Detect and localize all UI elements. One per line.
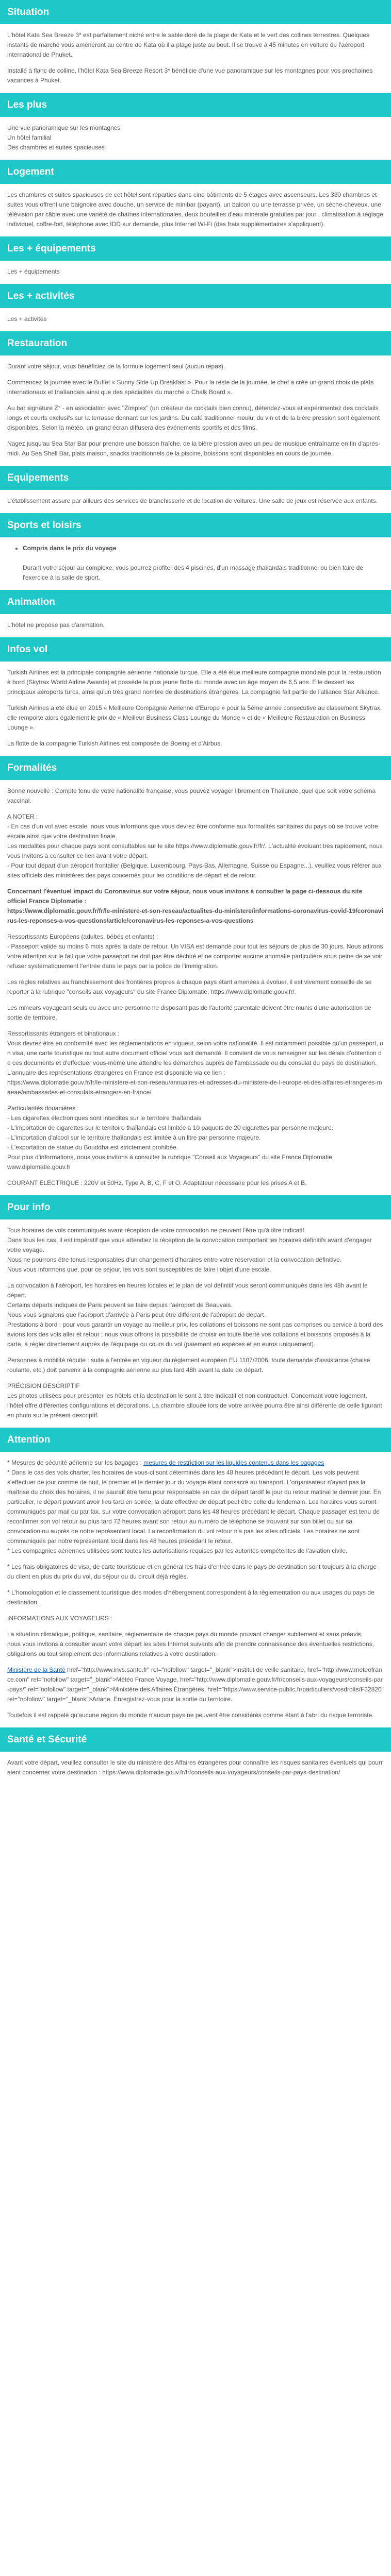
attention-text-2: * Les frais obligatoires de visa, de carte touristique et en général les frais d'entrée dans le pays de destination sont toujours à la charge du client en plus du prix du vol, du séjour ou du circuit déjà réglés. <box>7 1563 377 1580</box>
plus-activites-text: Les + activités <box>7 315 47 323</box>
formalites-text-2: A NOTER : - En cas d'un vol avec escale, nous vous informons que vous devrez être conforme aux formalités sanitaires du pays où se trouve votre escale ainsi que votre destination finale. Les modalités pour chaque pays sont consultables sur le site https://www.diplomatie.gouv.fr/fr/. L'actualité évoluant très rapidement, nous vous invitons à consulter ce lien avant votre départ. - Pour tout départ d'un aéroport frontalier (Belgique, Luxembourg, Pays-Bas, Allemagne, Suisse ou Espagne...), veuillez vous référer aux sites officiels des ministères des pays concernés pour les conditions de départ et de retour. <box>7 813 383 879</box>
section-equipements <box>0 496 391 506</box>
sports-list <box>7 544 384 583</box>
formalites-text-8: Particularités douanières : - Les cigarettes électroniques sont interdites sur le territoire thaïlandais - L'importation de cigarettes sur le territoire thaïlandais est limitée à 10 paquets de 20 cigarettes par personne majeure. - L'importation d'alcool sur le territoire thaïlandais est limitée à un litre par personne majeure. - L'exportation de statue du Bouddha est strictement prohibée. Pour plus d'informations, nous vous invitons à consulter la rubrique "Conseil aux Voyageurs" du site France Diplomatie www.diplomatie.gouv.fr <box>7 1105 333 1171</box>
section-logement <box>0 190 391 229</box>
section-title-situation: Situation <box>0 0 391 24</box>
section-title-pour-info: Pour info <box>0 1195 391 1219</box>
infos-vol-text-3: La flotte de la compagnie Turkish Airlines est composée de Boeing et d'Airbus. <box>7 740 222 747</box>
section-title-attention: Attention <box>0 1428 391 1452</box>
section-title-les-plus: Les plus <box>0 93 391 117</box>
sports-list-item <box>23 544 384 583</box>
section-title-plus-equipements: Les + équipements <box>0 236 391 261</box>
section-infos-vol <box>0 668 391 749</box>
sports-item-text: Durant votre séjour au complexe, vous pourrez profiter des 4 piscines, d'un massage thaïlandais traditionnel ou bien faire de l'exercice à la salle de sport. <box>23 564 363 581</box>
section-sante <box>0 1758 391 1777</box>
formalites-text-5: Les règles relatives au franchissement des frontières propres à chaque pays étant amenées à évoluer, il est vivement conseillé de se reporter à la rubrique "conseils aux voyageurs" du site France Diplomatie, https://www.diplomatie.gouv.fr/. <box>7 978 372 995</box>
pour-info-text-4: PRÉCISION DESCRIPTIF Les photos utilisées pour présenter les hôtels et la destination le sont à titre indicatif et non contractuel. Concernant votre logement, l'hôtel offre différentes configurations et décorations. La chambre allouée lors de votre arrivée pourra être ainsi différente de celle figurant en photo sur le présent descriptif. <box>7 1382 382 1419</box>
section-title-infos-vol: Infos vol <box>0 637 391 662</box>
plus-item: Un hôtel familial <box>7 134 52 141</box>
section-plus-equipements <box>0 267 391 277</box>
attention-text-1: * Dans le cas des vols charter, les horaires de vous-ci sont déterminés dans les 48 heures précédant le départ. Les vols peuvent s'effectuer de jour comme de nuit, le premier et le dernier jour du voyage étant consacré au transport. L'organisateur n'ayant pas la maîtrise du choix des horaires, il ne saurait être tenu pour responsable en cas de départ tardif le jour du retour matinal le dernier jour. En particulier, le départ pouvant avoir lieu tard en soirée, la date effective de départ peut être celle du lendemain. Les horaires vous seront communiqués par mail ou par fax, sur votre convocation aéroport dans les 48 heures précédant le départ. Chaque passager est tenu de reconfirmer son vol retour au plus tard 72 heures avant son retour au numéro de téléphone se trouvant sur son billet ou sur sa convocation ou auprès de notre représentant local. La reconfirmation du vol retour n'a pas les sites officiels. Les horaires ne sont communiqués par notre représentant local dans les 48 heures précédant le retour. * Les compagnies aériennes utilisées sont toutes les autorisations requises par les autorités compétentes de l'aviation civile. <box>7 1469 381 1554</box>
section-title-logement: Logement <box>0 160 391 184</box>
attention-text-1-intro: * Mesures de sécurité aérienne sur les bagages : <box>7 1459 144 1466</box>
restauration-text-2: Commencez la journée avec le Buffet « Sunny Side Up Breakfast ». Pour la reste de la journée, le chef a créé un grand choix de plats internationaux et thaïlandais ainsi que des spécialités du marché « Chalk Board ». <box>7 379 374 396</box>
infos-vol-text-2: Turkish Airlines a été élue en 2015 « Meilleure Compagnie Aérienne d'Europe » pour la 5ème année consécutive au classement Skytrax, elle remporte alors également le prix de « Meilleur Business Class Lounge du Monde » et de « Meilleure Restauration en Business Lounge ». <box>7 704 382 731</box>
attention-text-4: INFORMATIONS AUX VOYAGEURS : <box>7 1615 112 1622</box>
situation-text-1: L'hôtel Kata Sea Breeze 3* est parfaitement niché entre le sable doré de la plage de Kata et le vert des collines terrestres. Quelques instants de marche vous amèneront au centre de Kata où il a plage juste au bout. Il se trouve à 45 minutes en voiture de l'aéroport international de Phuket. <box>7 31 370 58</box>
attention-text-7: Toutefois il est rappelé qu'aucune région du monde n'aucun pays ne peuvent être considérés comme étant à l'abri du risque terroriste. <box>7 1711 374 1719</box>
attention-text-3: * L'homologation et le classement touristique des modes d'hébergement correspondent à la réglementation ou aux usages du pays de destination. <box>7 1589 374 1606</box>
formalites-text-9: COURANT ELECTRIQUE : 220V et 50Hz. Type A, B, C, F et O. Adaptateur nécessaire pour les prises A et B. <box>7 1179 307 1187</box>
equipements-text: L'établissement assure par ailleurs des services de blanchisserie et de location de voitures. Une salle de jeux est réservée aux enfants. <box>7 497 378 504</box>
restauration-text-3: Au bar signature Z° - en association avec "Zimplex" (un créateur de cocktails bien connu), détendez-vous et expérimentez des cocktails longs et courts exclusifs sur la terrasse donnant sur les jardins. Du café traditionnel moulu, du vin et de la bière pression sont également disponibles. Selon la météo, un grand écran diffusera des événements sportifs et des films. <box>7 404 380 431</box>
logement-text: Les chambres et suites spacieuses de cet hôtel sont réparties dans cinq bâtiments de 5 étages avec ascenseurs. Les 330 chambres et suites vous offrent une baignoire avec douche, un service de minibar (payant), un balcon ou une terrasse privée, un sèche-cheveux, une télévision par câble avec une variété de chaînes internationales, deux bouteilles d'eau minérale gratuites par jour , climatisation à réglage individuel, coffre-fort, téléphone avec IDD sur demande, plus Internet Wi-Fi (des frais supplémentaires s'appliquent). <box>7 191 383 228</box>
section-plus-activites <box>0 314 391 324</box>
restauration-text-1: Durant votre séjour, vous bénéficiez de la formule logement seul (aucun repas). <box>7 363 225 370</box>
infos-vol-text-1: Turkish Airlines est la principale compagnie aérienne nationale turque. Elle a été élue meilleure compagnie mondiale pour la restauration à bord (Skytrax World Airline Awards) et possède la plus jeune flotte du monde avec un âge moyen de 6,5 ans. Elle dessert les principaux aéroports turcs, ainsi qu'un très grand nombre de destinations étrangères. La compagnie fait partie de l'alliance Star Alliance. <box>7 669 381 696</box>
section-attention <box>0 1458 391 1720</box>
pour-info-text-1: Tous horaires de vols communiqués avant réception de votre convocation ne peuvent l'être qu'à titre indicatif. Dans tous les cas, il est impératif que vous attendiez la réception de la convocation comportant les horaires définitifs avant d'engager votre voyage. Nous ne pourrons être tenus responsables d'un changement d'horaires entre votre réservation et la convocation définitive. Nous vous informons que, pour ce séjour, les vols sont susceptibles de faire l'objet d'une escale. <box>7 1227 372 1273</box>
section-title-equipements: Equipements <box>0 466 391 490</box>
section-title-restauration: Restauration <box>0 331 391 355</box>
sante-text: Avant votre départ, veuillez consulter le site du ministère des Affaires étrangères pour connaître les risques sanitaires éventuels qui pourraient concerner votre destination : https://www.diplomatie.gouv.fr/fr/conseils-aux-voyageurs/conseils-par-pays-destination/ <box>7 1759 383 1776</box>
section-restauration <box>0 362 391 459</box>
formalites-text-4: Ressortissants Européens (adultes, bébés et enfants) : - Passeport valide au moins 6 mois après la date de retour. Un VISA est demandé pour tout les séjours de plus de 30 jours. Nous attirons votre attention sur le fait que votre passeport ne doit pas être déchiré et ne comporter aucune anomalie particulière sous peine de se voir refuser systématiquement l'entrée dans le pays par la police de l'immigration. <box>7 933 383 970</box>
restauration-text-4: Nagez jusqu'au Sea Star Bar pour prendre une boisson fraîche, de la bière pression avec un peu de musique entraînante en fin d'après-midi. Au Sea Shell Bar, plats maison, snacks traditionnels de la piscine, boissons sont disponibles en cours de journée. <box>7 440 381 457</box>
situation-text-2: Installé à flanc de colline, l'hôtel Kata Sea Breeze Resort 3* bénéficie d'une vue panoramique sur les montagnes pour vos prochaines vacances à Phuket. <box>7 67 373 84</box>
attention-text-6: href="http://www.invs.sante.fr" rel="nofollow" target="_blank">Institut de veille sanitaire, href="http://www.meteofrance.com" rel="nofollow" target="_blank">Météo France Voyage, href="http://www.diplomatie.gouv.fr/fr/conseils-aux-voyageurs/conseils-par-pays/" rel="nofollow" target="_blank">Ministère des Affaires Étrangères, href="https://www.service-public.fr/particuliers/vosdroits/F32820" rel="nofollow" target="_blank">Ariane. Enregistrez-vous pour la sortie du territoire. <box>7 1666 384 1703</box>
sports-item-title: Compris dans le prix du voyage <box>23 545 117 552</box>
section-situation <box>0 30 391 86</box>
section-title-sports: Sports et loisirs <box>0 513 391 537</box>
section-formalites <box>0 786 391 1188</box>
section-sports <box>0 544 391 583</box>
formalites-text-1: Bonne nouvelle : Compte tenu de votre nationalité française, vous pouvez voyager librement en Thaïlande, quel que soit votre schéma vaccinal. <box>7 787 376 804</box>
plus-item: Des chambres et suites spacieuses <box>7 144 105 151</box>
liquids-restriction-link[interactable]: mesures de restriction sur les liquides contenus dans les bagages <box>143 1459 324 1466</box>
formalites-text-7: Ressortissants étrangers et binationaux : Vous devrez être en conformité avec les réglementations en vigueur, selon votre nationalité. Il est notamment possible qu'un passeport, un visa, une carte touristique ou tout autre document officiel vous soit demandé. Il convient de vous renseigner sur les délais d'obtention de ces documents et d'effectuer vous-même une attendre les démarches auprès de l'ambassade ou du consulat du pays de destination. L'annuaire des représentations étrangères en France est disponible via ce lien : https://www.diplomatie.gouv.fr/fr/le-ministere-et-son-reseau/annuaires-et-adresses-du-ministere-de-l-europe-et-des-affaires-etrangeres-maeae/ambassades-et-consulats-etrangers-en-france/ <box>7 1030 383 1096</box>
section-title-animation: Animation <box>0 590 391 614</box>
pour-info-text-2: La convocation à l'aéroport, les horaires en heures locales et le plan de vol définitif vous seront communiqués dans les 48h avant le départ. Certains départs indiqués de Paris peuvent se faire depuis l'aéroport de Beauvais. Nous vous signalons que l'aéroport d'arrivée à Paris peut être différent de l'aéroport de départ. Prestations à bord : pour vous garantir un voyage au meilleur prix, les collations et boissons ne sont pas comprises ou service à bord des avions lors des vols aller et retour ; nous vous offrons la possibilité de choisir en toute liberté vos collations et boissons proposés à la carte, à régler directement auprès de l'équipage ou cours du vol (paiement en espèces et en euros uniquement). <box>7 1282 383 1348</box>
plus-equipements-text: Les + équipements <box>7 268 60 275</box>
formalites-text-6: Les mineurs voyageant seuls ou avec une personne ne disposant pas de l'autorité parentale doivent être munis d'une autorisation de sortie de territoire. <box>7 1004 371 1021</box>
section-animation <box>0 620 391 630</box>
section-pour-info <box>0 1226 391 1420</box>
section-title-sante: Santé et Sécurité <box>0 1727 391 1752</box>
formalites-covid-intro: Concernant l'éventuel impact du Coronavirus sur votre séjour, nous vous invitons à consulter la page ci-dessous du site officiel France Diplomatie : <box>7 888 363 905</box>
formalites-covid-link[interactable]: https://www.diplomatie.gouv.fr/fr/le-ministere-et-son-reseau/actualites-du-ministere/informations-coronavirus-covid-19/coronavirus-les-reponses-a-vos-questions/article/coronavirus-les-reponses-a-vos-questions <box>7 907 383 924</box>
section-title-plus-activites: Les + activités <box>0 284 391 308</box>
pour-info-text-3: Personnes à mobilité réduite : suite à l'entrée en vigueur du règlement européen EU 1107/2006, toute demande d'assistance (chaise roulante, etc.) doit parvenir à la compagnie aérienne au plus tard 48h avant la date de départ. <box>7 1357 370 1374</box>
section-title-formalites: Formalités <box>0 756 391 780</box>
attention-text-5: La situation climatique, politique, sanitaire, réglementaire de chaque pays du monde pouvant changer subitement et sans préavis, nous vous invitons à consulter avant votre départ les sites Internet suivants afin de prendre connaissance des éventuelles restrictions, obligations ou tout simplement des informations relatives à votre destination. <box>7 1631 374 1657</box>
ministere-sante-link[interactable]: Ministère de la Santé <box>7 1666 66 1673</box>
animation-text: L'hôtel ne propose pas d'animation. <box>7 621 105 629</box>
plus-item: Une vue panoramique sur les montagnes <box>7 124 121 131</box>
section-les-plus <box>0 123 391 152</box>
